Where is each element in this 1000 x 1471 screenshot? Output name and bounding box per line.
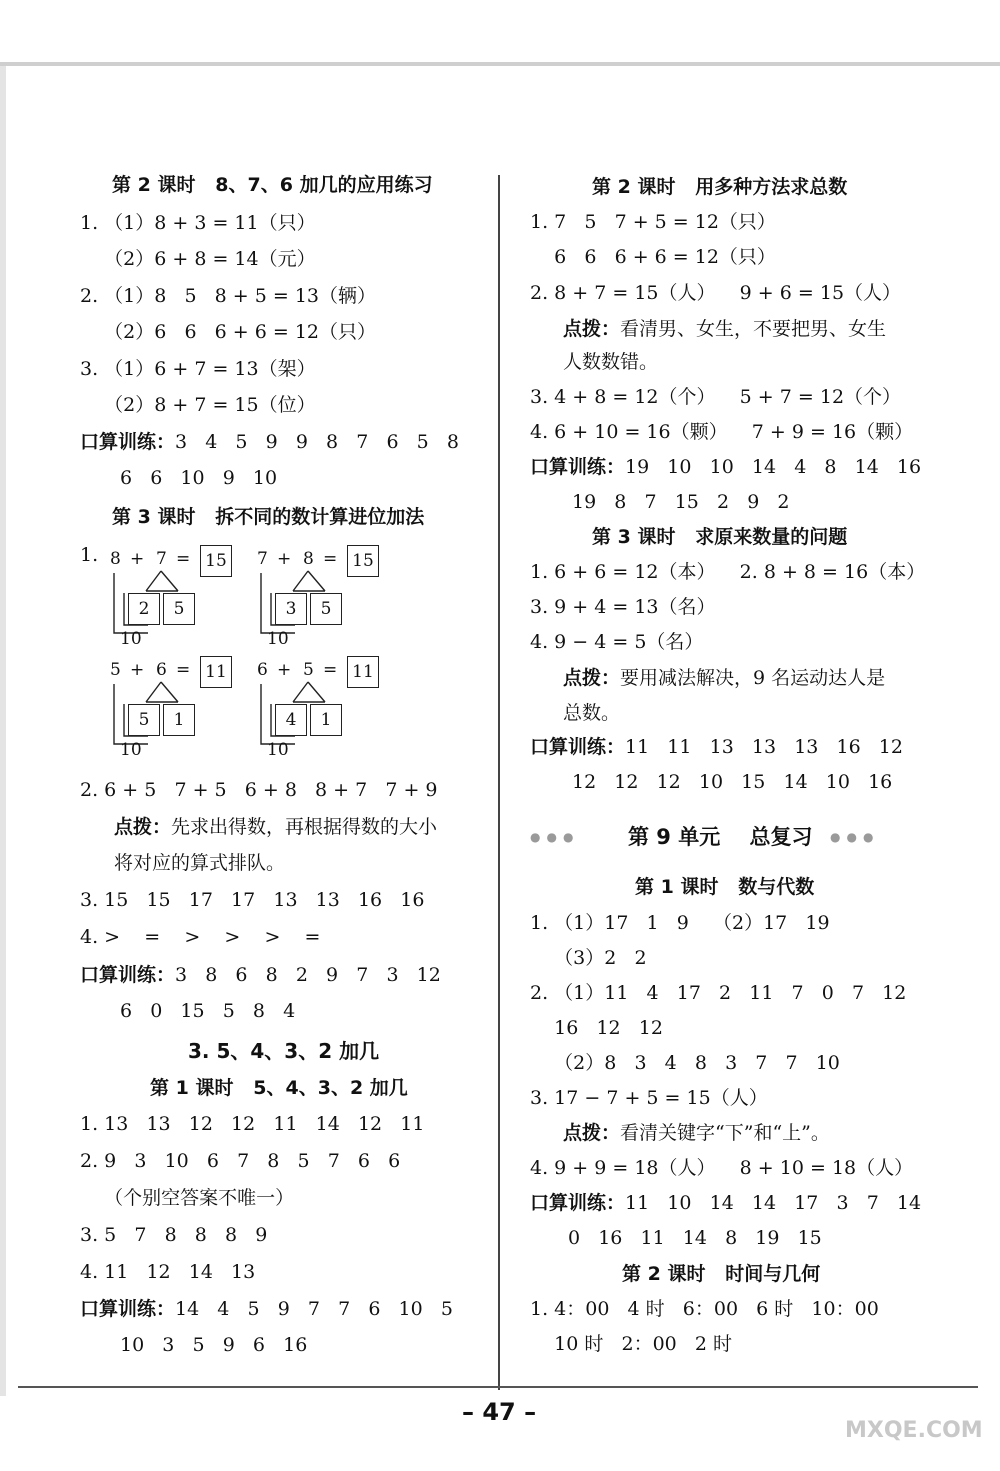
tip-line: 总数。	[563, 702, 621, 724]
oral-line	[80, 963, 441, 987]
result-box: 11	[200, 656, 232, 688]
plus-sign: +	[277, 660, 292, 680]
unit-title-text: 第 9 单元 总复习	[628, 825, 813, 849]
page-edge	[0, 66, 6, 1396]
addend-a: 8	[110, 549, 121, 569]
part-box: 5	[128, 704, 160, 736]
ten-label: 10	[267, 629, 289, 649]
answer-line: 3. 4 + 8 = 12（个） 5 + 7 = 12（个）	[530, 386, 902, 408]
oral-values: 11 10 14 14 17 3 7 14	[625, 1192, 922, 1214]
section-title: 第 3 课时 求原来数量的问题	[592, 526, 848, 548]
plus-sign: +	[277, 549, 292, 569]
oral-values: 19 10 10 14 4 8 14 16	[625, 456, 922, 478]
answer-line: 3. 17 − 7 + 5 = 15（人）	[530, 1087, 768, 1109]
question-number: 1.	[80, 544, 99, 566]
oral-line: 6 0 15 5 8 4	[120, 1000, 296, 1022]
oral-values: 3 8 6 8 2 9 7 3 12	[175, 964, 441, 986]
answer-line: 2. （1）8 5 8 + 5 = 13（辆）	[80, 285, 377, 307]
answer-line: （2）6 6 6 + 6 = 12（只）	[80, 321, 377, 343]
oral-label: 口算训练：	[80, 1298, 176, 1320]
equals-sign: =	[176, 660, 191, 680]
oral-values: 14 4 5 9 7 7 6 10 5	[175, 1298, 453, 1320]
tip-line	[563, 317, 886, 341]
ten-label: 10	[120, 740, 142, 760]
ten-label: 10	[120, 629, 142, 649]
section-title: 第 2 课时 8、7、6 加几的应用练习	[112, 174, 433, 196]
answer-line: 1. 13 13 12 12 11 14 12 11	[80, 1113, 425, 1135]
answer-line: 2. 6 + 5 7 + 5 6 + 8 8 + 7 7 + 9	[80, 779, 438, 801]
oral-line: 10 3 5 9 6 16	[120, 1334, 308, 1356]
oral-label: 口算训练：	[80, 431, 176, 453]
answer-line: （2）6 + 8 = 14（元）	[80, 248, 316, 270]
oral-values: 3 4 5 9 9 8 7 6 5 8	[175, 431, 459, 453]
decor-dots-right: ●●●	[830, 830, 880, 844]
equals-sign: =	[323, 660, 338, 680]
part-box: 1	[163, 704, 195, 736]
part-box: 2	[128, 593, 160, 625]
answer-line: （2）8 3 4 8 3 7 7 10	[530, 1052, 840, 1074]
tip-label: 点拨：	[563, 667, 621, 689]
tip-text: 看清关键字“下”和“上”。	[620, 1122, 830, 1144]
section-title: 第 2 课时 时间与几何	[622, 1263, 821, 1285]
answer-line: 1. 7 5 7 + 5 = 12（只）	[530, 211, 776, 233]
oral-values: 11 11 13 13 13 16 12	[625, 736, 903, 758]
answer-line: （3）2 2	[530, 947, 647, 969]
column-divider	[498, 175, 500, 1390]
watermark: MXQE.COM	[845, 1418, 983, 1443]
subunit-title: 3. 5、4、3、2 加几	[188, 1039, 380, 1063]
oral-line	[530, 455, 921, 479]
section-title: 第 1 课时 数与代数	[635, 876, 815, 898]
result-box: 15	[347, 545, 379, 577]
answer-line: 4. 6 + 10 = 16（颗） 7 + 9 = 16（颗）	[530, 421, 914, 443]
unit-heading	[530, 821, 890, 851]
equals-sign: =	[323, 549, 338, 569]
answer-line: 1. 4：00 4 时 6：00 6 时 10：00	[530, 1298, 879, 1320]
part-box: 3	[275, 593, 307, 625]
oral-line	[530, 1191, 921, 1215]
page-number: – 47 –	[462, 1398, 537, 1426]
addend-a: 7	[257, 549, 268, 569]
answer-line: 1. 6 + 6 = 12（本） 2. 8 + 8 = 16（本）	[530, 561, 926, 583]
section-title: 第 2 课时 用多种方法求总数	[592, 176, 848, 198]
part-box: 1	[310, 704, 342, 736]
plus-sign: +	[130, 549, 145, 569]
oral-line: 6 6 10 9 10	[120, 467, 278, 489]
answer-line: 3. 9 + 4 = 13（名）	[530, 596, 716, 618]
oral-label: 口算训练：	[530, 456, 626, 478]
oral-line: 0 16 11 14 8 19 15	[568, 1227, 822, 1249]
answer-line: 2. 8 + 7 = 15（人） 9 + 6 = 15（人）	[530, 282, 902, 304]
answer-line: （个别空答案不唯一）	[80, 1187, 295, 1209]
oral-line	[80, 1297, 453, 1321]
answer-line: 4. 9 + 9 = 18（人） 8 + 10 = 18（人）	[530, 1157, 914, 1179]
answer-line: 10 时 2：00 2 时	[530, 1333, 733, 1355]
oral-line: 12 12 12 10 15 14 10 16	[572, 771, 893, 793]
equals-sign: =	[176, 549, 191, 569]
oral-line	[80, 430, 459, 454]
answer-line: 2. 9 3 10 6 7 8 5 7 6 6	[80, 1150, 401, 1172]
answer-line: 4. > = > > > =	[80, 926, 321, 948]
answer-line: 16 12 12	[530, 1017, 663, 1039]
result-box: 11	[347, 656, 379, 688]
addend-a: 5	[110, 660, 121, 680]
addend-b: 8	[303, 549, 314, 569]
oral-label: 口算训练：	[80, 964, 176, 986]
bottom-rule	[18, 1386, 978, 1388]
addend-b: 7	[156, 549, 167, 569]
top-rule	[0, 62, 1000, 66]
answer-line: 1. （1）17 1 9 （2）17 19	[530, 912, 830, 934]
answer-line: 6 6 6 + 6 = 12（只）	[530, 246, 776, 268]
tip-label: 点拨：	[563, 1122, 621, 1144]
ten-label: 10	[267, 740, 289, 760]
part-box: 5	[163, 593, 195, 625]
plus-sign: +	[130, 660, 145, 680]
answer-line: 3. 15 15 17 17 13 13 16 16	[80, 889, 425, 911]
tip-text: 先求出得数，再根据得数的大小	[171, 816, 438, 838]
section-title: 第 1 课时 5、4、3、2 加几	[150, 1077, 408, 1099]
oral-line	[530, 735, 903, 759]
answer-line: 3. （1）6 + 7 = 13（架）	[80, 358, 316, 380]
tip-line	[563, 1121, 830, 1145]
oral-line: 19 8 7 15 2 9 2	[572, 491, 790, 513]
decor-dots-left: ●●●	[530, 830, 580, 844]
answer-line: 2. （1）11 4 17 2 11 7 0 7 12	[530, 982, 907, 1004]
section-title: 第 3 课时 拆不同的数计算进位加法	[112, 506, 425, 528]
tip-line: 将对应的算式排队。	[114, 852, 286, 874]
addend-a: 6	[257, 660, 268, 680]
oral-label: 口算训练：	[530, 736, 626, 758]
result-box: 15	[200, 545, 232, 577]
oral-label: 口算训练：	[530, 1192, 626, 1214]
tip-text: 要用减法解决，9 名运动达人是	[620, 667, 886, 689]
tip-text: 看清男、女生，不要把男、女生	[620, 318, 887, 340]
answer-line: 4. 9 − 4 = 5（名）	[530, 631, 704, 653]
answer-line: 3. 5 7 8 8 8 9	[80, 1224, 268, 1246]
tip-line	[563, 666, 885, 690]
answer-line: 4. 11 12 14 13	[80, 1261, 256, 1283]
addend-b: 5	[303, 660, 314, 680]
answer-line: （2）8 + 7 = 15（位）	[80, 394, 316, 416]
part-box: 5	[310, 593, 342, 625]
part-box: 4	[275, 704, 307, 736]
tip-line: 人数数错。	[563, 351, 659, 373]
tip-label: 点拨：	[563, 318, 621, 340]
addend-b: 6	[156, 660, 167, 680]
tip-label: 点拨：	[114, 816, 172, 838]
answer-line: 1. （1）8 + 3 = 11（只）	[80, 212, 316, 234]
tip-line	[114, 815, 437, 839]
